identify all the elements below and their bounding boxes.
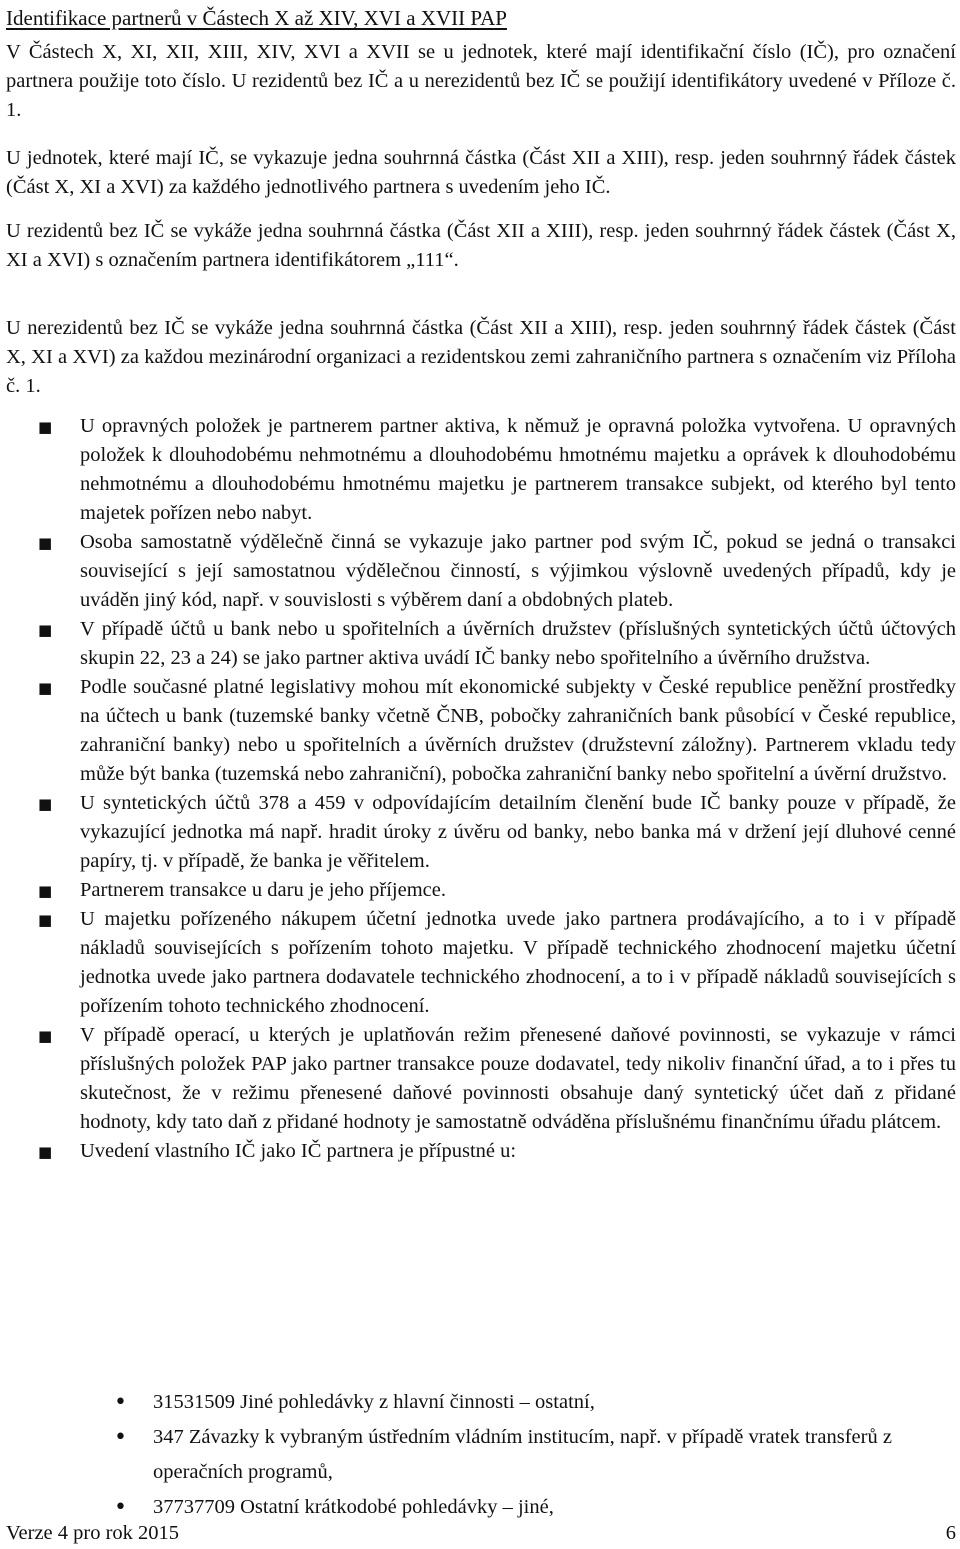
dot-bullet-icon: • xyxy=(114,1425,127,1450)
dot-bullet-icon: • xyxy=(114,1495,127,1520)
sub-list-item-text: 31531509 Jiné pohledávky z hlavní činnosti – ostatní, xyxy=(153,1391,595,1413)
dot-bullet-icon: • xyxy=(114,1390,127,1415)
sub-list-item-text: 37737709 Ostatní krátkodobé pohledávky – jiné, xyxy=(153,1496,554,1518)
square-bullet-list xyxy=(0,412,960,1166)
sub-list-item xyxy=(0,1420,960,1490)
list-item-text: U syntetických účtů 378 a 459 v odpovídajícím detailním členění bude IČ banky pouze v případě, že vykazující jednotka má např. hradit úroky z úvěru od banky, nebo banka má v držení její dluhové cenné papíry, tj. v případě, že banka je věřitelem. xyxy=(80,792,956,872)
list-item-text: Uvedení vlastního IČ jako IČ partnera je přípustné u: xyxy=(80,1140,517,1162)
list-item xyxy=(0,1021,960,1137)
list-item-text: Osoba samostatně výdělečně činná se vykazuje jako partner pod svým IČ, pokud se jedná o transakci související s její samostatnou výdělečnou činností, s výjimkou výslovně uvedených případů, kdy je uváděn jiný kód, např. v souvislosti s výběrem daní a obdobných plateb. xyxy=(80,531,956,611)
paragraph-nonresidents-without-ic: U nerezidentů bez IČ se vykáže jedna souhrnná částka (Část XII a XIII), resp. jeden souhrnný řádek částek (Část X, XI a XVI) za každou mezinárodní organizaci a rezidentskou zemi zahraničního partnera s označením viz Příloha č. 1. xyxy=(6,317,956,397)
square-bullet-icon: ■ xyxy=(38,911,53,929)
square-bullet-icon: ■ xyxy=(38,1143,53,1161)
square-bullet-icon: ■ xyxy=(38,882,53,900)
square-bullet-icon: ■ xyxy=(38,418,53,436)
list-item xyxy=(0,673,960,789)
square-bullet-icon: ■ xyxy=(38,621,53,639)
page-footer xyxy=(6,1520,956,1546)
section-heading: Identifikace partnerů v Částech X až XIV, XVI a XVII PAP xyxy=(6,6,507,30)
square-bullet-icon: ■ xyxy=(38,679,53,697)
paragraph-with-ic: U jednotek, které mají IČ, se vykazuje jedna souhrnná částka (Část XII a XIII), resp. jeden souhrnný řádek částek (Část X, XI a XVI) za každého jednotlivého partnera s uvedením jeho IČ. xyxy=(6,147,956,198)
list-item-text: U opravných položek je partnerem partner aktiva, k němuž je opravná položka vytvořena. U opravných položek k dlouhodobému nehmotnému a dlouhodobému hmotnému majetku a oprávek k dlouhodobému nehmotnému a dlouhodobému hmotnému majetku je partnerem transakce subjekt, od kterého byl tento majetek pořízen nebo nabyt. xyxy=(80,415,956,524)
list-item-text: V případě operací, u kterých je uplatňován režim přenesené daňové povinnosti, se vykazuje v rámci příslušných položek PAP jako partner transakce pouze dodavatel, tedy nikoliv finanční úřad, a to i přes tu skutečnost, že v režimu přenesené daňové povinnosti obsahuje daný syntetický účet daň z přidané hodnoty, kdy tato daň z přidané hodnoty je samostatně odváděna příslušnému finančnímu úřadu plátcem. xyxy=(80,1024,956,1133)
list-item xyxy=(0,1137,960,1166)
list-item xyxy=(0,789,960,876)
list-item-text: Partnerem transakce u daru je jeho příjemce. xyxy=(80,879,446,901)
list-item-text: V případě účtů u bank nebo u spořitelních a úvěrních družstev (příslušných syntetických účtů účtových skupin 22, 23 a 24) se jako partner aktiva uvádí IČ banky nebo spořitelního a úvěrního družstva. xyxy=(80,618,956,669)
intro-paragraph: V Částech X, XI, XII, XIII, XIV, XVI a XVII se u jednotek, které mají identifikační číslo (IČ), pro označení partnera použije toto číslo. U rezidentů bez IČ a u nerezidentů bez IČ se použijí identifikátory uvedené v Příloze č. 1. xyxy=(6,41,956,121)
square-bullet-icon: ■ xyxy=(38,534,53,552)
list-item-text: U majetku pořízeného nákupem účetní jednotka uvede jako partnera prodávajícího, a to i v případě nákladů souvisejících s pořízením tohoto majetku. V případě technického zhodnocení majetku účetní jednotka uvede jako partnera dodavatele technického zhodnocení, a to i v případě nákladů souvisejících s pořízením tohoto technického zhodnocení. xyxy=(80,908,956,1017)
list-item xyxy=(0,412,960,528)
list-item xyxy=(0,615,960,673)
paragraph-residents-without-ic: U rezidentů bez IČ se vykáže jedna souhrnná částka (Část XII a XIII), resp. jeden souhrnný řádek částek (Část X, XI a XVI) s označením partnera identifikátorem „111“. xyxy=(6,220,956,271)
sub-list-item xyxy=(0,1385,960,1420)
list-item-text: Podle současné platné legislativy mohou mít ekonomické subjekty v České republice peněžní prostředky na účtech u bank (tuzemské banky včetně ČNB, pobočky zahraničních bank působící v České republice, zahraniční banky) nebo u spořitelních a úvěrních družstev (družstevní záložny). Partnerem vkladu tedy může být banka (tuzemská nebo zahraniční), pobočka zahraniční banky nebo spořitelní a úvěrní družstvo. xyxy=(80,676,956,785)
footer-version: Verze 4 pro rok 2015 xyxy=(6,1522,180,1544)
page-number: 6 xyxy=(945,1522,956,1544)
dot-bullet-list xyxy=(0,1385,960,1525)
list-item xyxy=(0,528,960,615)
list-item xyxy=(0,876,960,905)
square-bullet-icon: ■ xyxy=(38,795,53,813)
square-bullet-icon: ■ xyxy=(38,1027,53,1045)
list-item xyxy=(0,905,960,1021)
sub-list-item-text: 347 Závazky k vybraným ústředním vládním institucím, např. v případě vratek transferů z operačních programů, xyxy=(153,1426,892,1483)
